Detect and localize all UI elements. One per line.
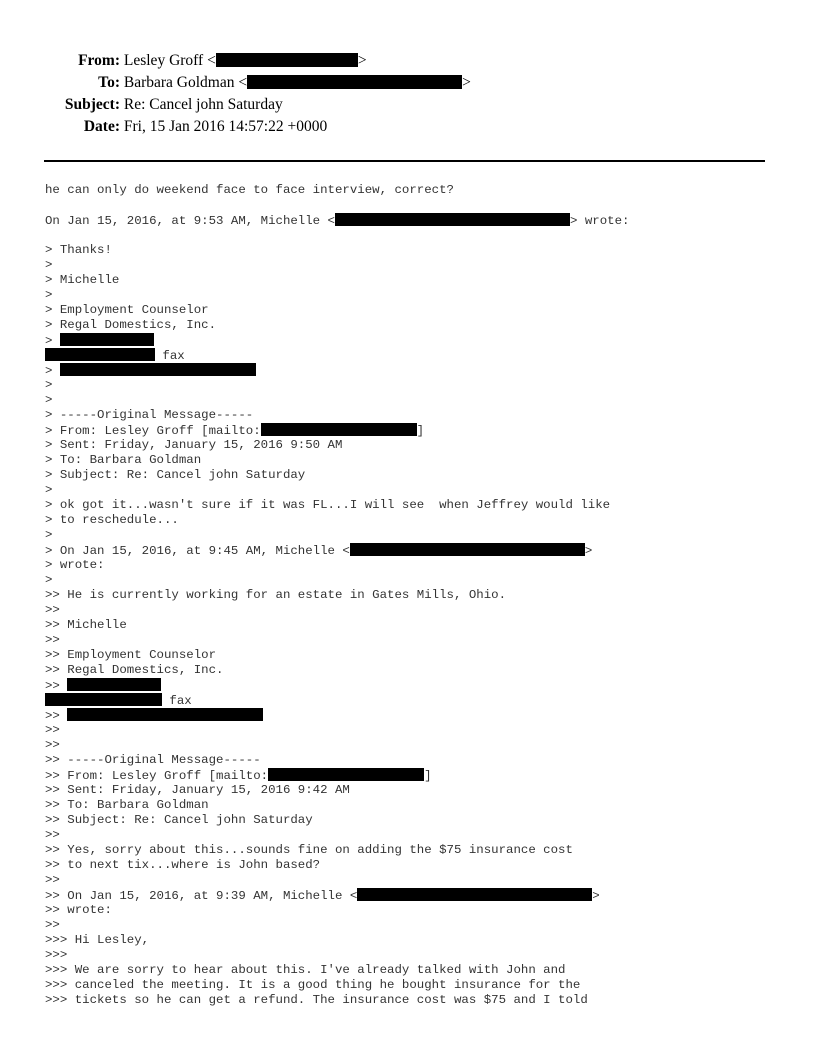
body-text: >> From: Lesley Groff [mailto: [45, 769, 269, 783]
body-line: >> to next tix...where is John based? [45, 858, 321, 872]
body-text: > wrote: [570, 214, 630, 228]
redaction-box [45, 348, 155, 361]
subject-label: Subject: [64, 96, 120, 113]
body-line [45, 888, 785, 903]
header-divider [44, 160, 765, 162]
body-line [45, 708, 785, 723]
body-text: > [45, 364, 60, 378]
body-line: >>> canceled the meeting. It is a good thing he bought insurance for the [45, 978, 581, 992]
body-line: > [45, 573, 53, 587]
redaction-box [60, 363, 256, 376]
body-line: >> Sent: Friday, January 15, 2016 9:42 AM [45, 783, 350, 797]
body-line: >> wrote: [45, 903, 112, 917]
body-line: >> [45, 873, 60, 887]
body-line: >> Yes, sorry about this...sounds fine on adding the $75 insurance cost [45, 843, 573, 857]
from-label: From: [78, 52, 120, 69]
body-line: >> He is currently working for an estate in Gates Mills, Ohio. [45, 588, 507, 602]
body-line: >> [45, 738, 60, 752]
body-line: > [45, 288, 53, 302]
body-line: >> [45, 603, 60, 617]
body-line: > Subject: Re: Cancel john Saturday [45, 468, 306, 482]
from-close: > [357, 52, 367, 69]
body-line: > -----Original Message----- [45, 408, 254, 422]
blank-line [45, 228, 785, 243]
body-line: >> Employment Counselor [45, 648, 217, 662]
body-line: > [45, 393, 53, 407]
body-line [45, 333, 785, 348]
body-text: > [45, 334, 60, 348]
body-line: > Employment Counselor [45, 303, 209, 317]
body-line: >> [45, 828, 60, 842]
body-line [45, 693, 785, 708]
to-row [0, 72, 816, 94]
body-line: he can only do weekend face to face interview, correct? [45, 183, 454, 197]
redaction-box [335, 213, 570, 226]
redaction-box [67, 708, 263, 721]
redaction-box [60, 333, 154, 346]
body-line: > wrote: [45, 558, 105, 572]
body-text: > [592, 889, 600, 903]
redaction-box [67, 678, 161, 691]
body-text: >> On Jan 15, 2016, at 9:39 AM, Michelle < [45, 889, 358, 903]
email-header [0, 50, 816, 138]
body-line [45, 213, 785, 228]
redaction-box [357, 888, 592, 901]
body-line: >> Regal Domestics, Inc. [45, 663, 224, 677]
body-line: >> To: Barbara Goldman [45, 798, 209, 812]
redaction-box [216, 53, 358, 67]
redaction-box [45, 693, 162, 706]
body-line: > Sent: Friday, January 15, 2016 9:50 AM [45, 438, 343, 452]
body-line: > [45, 483, 53, 497]
body-line [45, 363, 785, 378]
body-text: >> [45, 679, 68, 693]
body-line: > ok got it...wasn't sure if it was FL...I will see when Jeffrey would like [45, 498, 611, 512]
date-value: Fri, 15 Jan 2016 14:57:22 +0000 [123, 118, 328, 135]
body-line: >> Michelle [45, 618, 127, 632]
body-line: >> Subject: Re: Cancel john Saturday [45, 813, 313, 827]
to-label: To: [98, 74, 120, 91]
email-body [45, 183, 785, 1008]
body-line: > [45, 258, 53, 272]
blank-line [45, 198, 785, 213]
body-line: >> [45, 723, 60, 737]
body-line [45, 543, 785, 558]
date-label: Date: [83, 118, 120, 135]
redaction-box [350, 543, 585, 556]
body-line: > to reschedule... [45, 513, 179, 527]
body-line: >>> tickets so he can get a refund. The insurance cost was $75 and I told [45, 993, 588, 1007]
body-text: > From: Lesley Groff [mailto: [45, 424, 261, 438]
redaction-box [247, 75, 462, 89]
body-line [45, 423, 785, 438]
body-text: fax [155, 349, 185, 363]
body-text: On Jan 15, 2016, at 9:53 AM, Michelle < [45, 214, 335, 228]
subject-value: Re: Cancel john Saturday [123, 96, 283, 113]
body-text: ] [424, 769, 432, 783]
body-line [45, 768, 785, 783]
body-line [45, 348, 785, 363]
body-line: >>> Hi Lesley, [45, 933, 150, 947]
body-line: > To: Barbara Goldman [45, 453, 202, 467]
body-line: > [45, 528, 53, 542]
from-row [0, 50, 816, 72]
to-close: > [462, 74, 471, 91]
body-line: >> [45, 633, 60, 647]
redaction-box [268, 768, 424, 781]
body-text: > [584, 544, 593, 558]
body-text: ] [416, 424, 425, 438]
to-value: Barbara Goldman < [123, 74, 248, 91]
subject-row [0, 94, 816, 116]
body-line [45, 678, 785, 693]
date-row [0, 116, 816, 138]
body-line: >>> We are sorry to hear about this. I've already talked with John and [45, 963, 566, 977]
body-line: >>> [45, 948, 68, 962]
redaction-box [261, 423, 417, 436]
body-text: >> [45, 709, 68, 723]
body-line: > Michelle [45, 273, 120, 287]
body-line: > Regal Domestics, Inc. [45, 318, 217, 332]
body-text: > On Jan 15, 2016, at 9:45 AM, Michelle < [45, 544, 350, 558]
body-line: > [45, 378, 53, 392]
body-text: fax [162, 694, 192, 708]
from-value: Lesley Groff < [123, 52, 216, 69]
body-line: > Thanks! [45, 243, 112, 257]
body-line: >> [45, 918, 60, 932]
body-line: >> -----Original Message----- [45, 753, 261, 767]
